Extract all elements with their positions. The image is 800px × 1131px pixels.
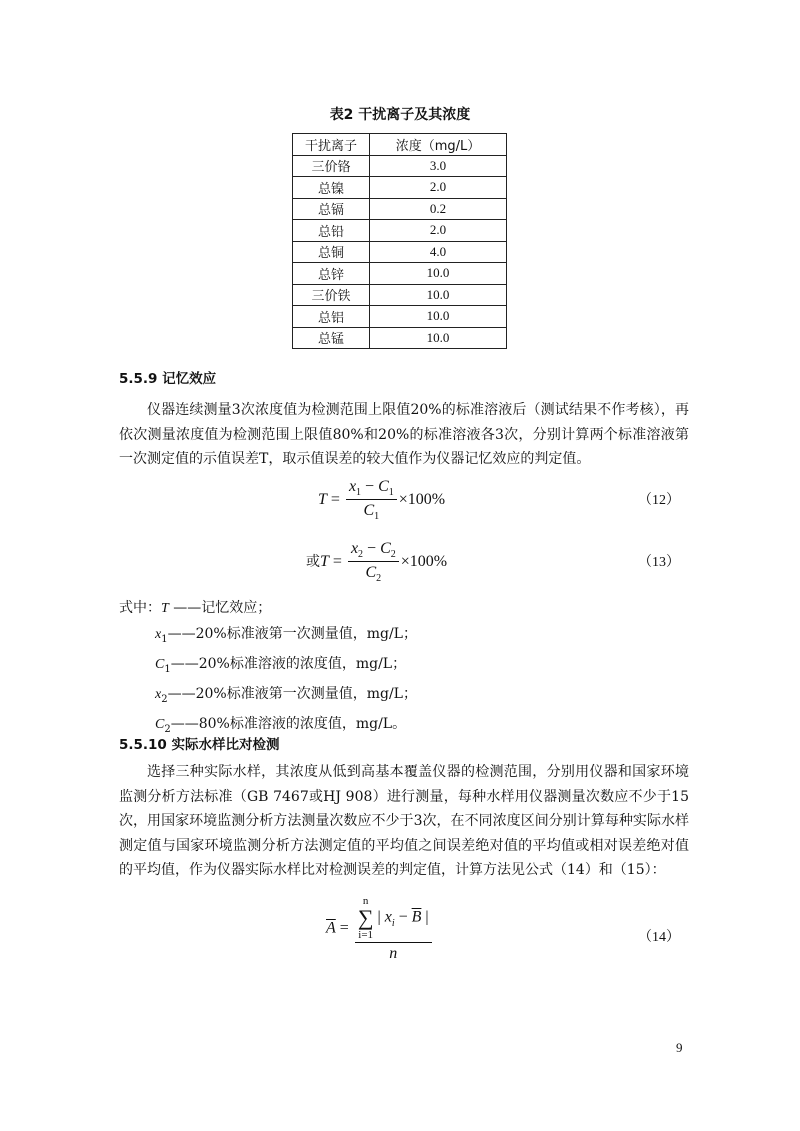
ion-name-cell: 总锌 xyxy=(293,263,370,285)
table-row xyxy=(293,241,507,263)
sum-lower-limit: i=1 xyxy=(358,929,374,941)
def-x2-text: ——20%标准液第一次测量值，mg/L； xyxy=(167,686,417,703)
concentration-cell: 2.0 xyxy=(370,177,507,199)
ion-name-cell: 总镉 xyxy=(293,198,370,220)
concentration-cell: 10.0 xyxy=(370,306,507,328)
ion-name-cell: 三价铬 xyxy=(293,155,370,177)
equation-12-number: （12） xyxy=(638,493,680,508)
ion-name-cell: 总铜 xyxy=(293,241,370,263)
times-100-label-2: ×100% xyxy=(400,552,448,570)
table-header-cell: 干扰离子 xyxy=(293,134,370,156)
table-row xyxy=(293,155,507,177)
equation-13-number: （13） xyxy=(638,555,680,570)
table-row xyxy=(293,327,507,349)
ion-name-cell: 总铅 xyxy=(293,220,370,242)
times-100-label: ×100% xyxy=(398,490,446,508)
def-c1-text: ——20%标准溶液的浓度值，mg/L； xyxy=(170,655,407,672)
ion-name-cell: 总锰 xyxy=(293,327,370,349)
equation-12: T = $\frac{x_1 - C_1}{C_1}$ ×100% xyxy=(318,478,446,523)
equation-14: $\overline{A}$ = n ∑ i=1 | $x_i - \overline{B}$ | n xyxy=(326,895,434,963)
variable-definitions xyxy=(119,596,417,743)
section-title-5510: 5.5.10 实际水样比对检测 xyxy=(119,737,280,753)
where-label: 式中： xyxy=(119,600,161,616)
sum-upper-limit: n xyxy=(362,895,369,907)
table-row xyxy=(293,263,507,285)
table-row xyxy=(293,177,507,199)
page-number: 9 xyxy=(676,1040,683,1055)
def-c2-text: ——80%标准溶液的浓度值，mg/L。 xyxy=(170,716,407,733)
concentration-cell: 10.0 xyxy=(370,327,507,349)
concentration-cell: 4.0 xyxy=(370,241,507,263)
table-row xyxy=(293,306,507,328)
concentration-cell: 0.2 xyxy=(370,198,507,220)
table-row xyxy=(293,198,507,220)
ion-name-cell: 总铝 xyxy=(293,306,370,328)
table-header-cell: 浓度（mg/L） xyxy=(370,134,507,156)
ion-name-cell: 总镍 xyxy=(293,177,370,199)
or-label: 或 xyxy=(306,553,320,570)
def-x2: $x_2——20\%$标准液第一次测量值，mg/L； xyxy=(155,686,417,705)
equation-13: 或T = $\frac{x_2 - C_2}{C_2}$ ×100% xyxy=(306,540,448,585)
section-559-paragraph: 仪器连续测量3次浓度值为检测范围上限值20%的标准溶液后（测试结果不作考核），再依次测量浓度值为检测范围上限值80%和20%的标准溶液各3次，分别计算两个标准溶液第一次测定值的示值误差T，取示值误差的较大值作为仪器记忆效应的判定值。 xyxy=(119,402,689,467)
def-c2: $C_2——80\%$标准溶液的浓度值，mg/L。 xyxy=(155,716,407,736)
concentration-cell: 10.0 xyxy=(370,284,507,306)
def-c1: $C_1——20\%$标准溶液的浓度值，mg/L； xyxy=(155,655,407,675)
table-row xyxy=(293,220,507,242)
section-5510-paragraph: 选择三种实际水样，其浓度从低到高基本覆盖仪器的检测范围，分别用仪器和国家环境监测分析方法标准（GB 7467或HJ 908）进行测量，每种水样用仪器测量次数应不少于15次，用国家环境监测分析方法测量次数应不少于3次，在不同浓度区间分别计算每种实际水样测定值与国家环境监测分析方法测定值的平均值之间误差绝对值的平均值或相对误差绝对值的平均值，作为仪器实际水样比对检测误差的判定值，计算方法见公式（14）和（15）： xyxy=(119,764,689,878)
ion-name-cell: 三价铁 xyxy=(293,284,370,306)
def-T-text: ——记忆效应； xyxy=(168,600,272,616)
equation-14-number: （14） xyxy=(638,930,680,945)
where-row: 式中：T ——记忆效应； xyxy=(119,600,272,616)
concentration-cell: 2.0 xyxy=(370,220,507,242)
concentration-cell: 3.0 xyxy=(370,155,507,177)
section-title-559: 5.5.9 记忆效应 xyxy=(119,371,217,387)
table-row xyxy=(293,284,507,306)
table-header-row xyxy=(293,134,507,156)
table-caption: 表2 干扰离子及其浓度 xyxy=(329,107,471,123)
def-x1: $x_1——20\%$标准液第一次测量值，mg/L； xyxy=(155,625,417,645)
interference-ion-table xyxy=(292,133,507,349)
concentration-cell: 10.0 xyxy=(370,263,507,285)
def-x1-text: ——20%标准液第一次测量值，mg/L； xyxy=(167,625,417,642)
